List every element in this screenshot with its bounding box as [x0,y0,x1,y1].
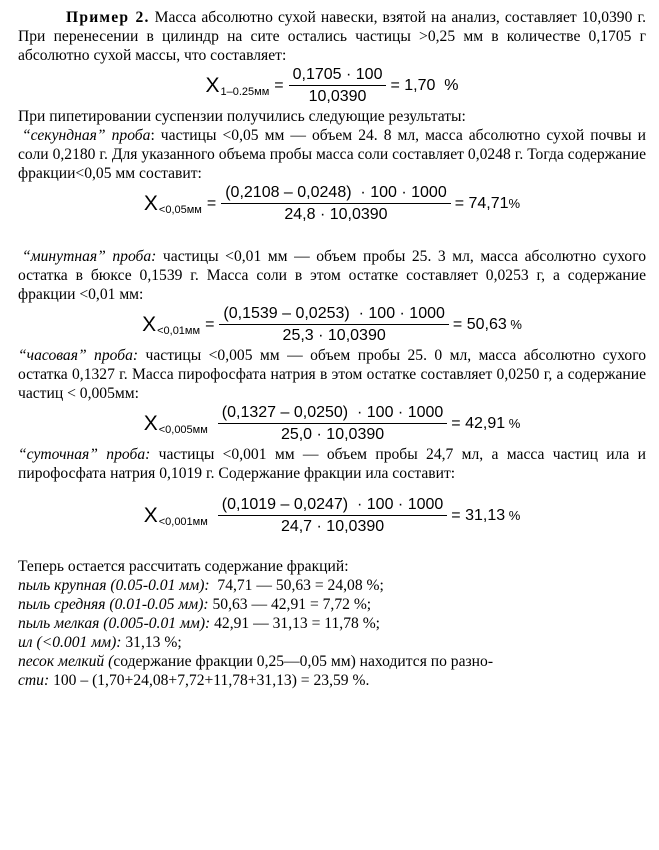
sample-name: “суточная” проба: [18,446,151,463]
fraction-description: содержание фракции 0,25—0,05 мм) находится по разно- [113,653,494,670]
result-unit: % [505,416,521,431]
denominator: 24,8 · 10,0390 [284,206,388,223]
denominator: 24,7 · 10,0390 [280,518,385,535]
formula-result [451,507,520,525]
numerator: (0,1019 – 0,0247) · 100 · 1000 [218,496,448,516]
hour-sample-text [18,346,646,403]
sample-name: “секундная” проба [22,127,151,144]
denominator: 25,3 · 10,0390 [282,327,386,344]
numerator: 0,1705 · 100 [289,66,387,86]
sample-description: частицы <0,01 мм — объем пробы 25. 3 мл, масса абсолютно сухого остатка в бюксе 0,1539 г. Масса соли в этом остатке составляет 0,0253 г, а содержание фракции <0,01 мм: [18,248,646,303]
formula-result [455,195,520,213]
fraction-line [18,614,646,633]
fraction-line [18,595,646,614]
sample-description: : частицы <0,05 мм — объем 24. 8 мл, масса абсолютно сухой почвы и соли 0,2180 г. Для указанного объема пробы масса соли составляет 0,0248 г. Тогда содержание фракции<0,05 мм составит: [18,127,646,182]
numerator: (0,2108 – 0,0248) · 100 · 1000 [221,184,451,204]
fraction-calc: 74,71 — 50,63 = 24,08 %; [209,577,384,594]
formula-subscript: <0,01мм [157,325,201,337]
day-sample-text [18,445,646,483]
result-value: = 74,71 [454,195,509,212]
fraction-calc: 50,63 — 42,91 = 7,72 %; [208,596,372,613]
fraction [289,66,387,106]
denominator: 25,0 · 10,0390 [280,426,385,443]
second-sample-text [18,126,646,183]
fraction-calc: 42,91 — 31,13 = 11,78 %; [210,615,381,632]
sample-description: частицы <0,005 мм — объем пробы 25. 0 мл, масса абсолютно сухого остатка 0,1327 г. Масса пирофосфата натрия в этом остатке составляет 0,0250 г, а содержание частиц < 0,005мм: [18,347,646,402]
formula-subscript: <0,001мм [158,516,208,528]
formula-0005 [18,404,646,444]
fraction-label: пыль крупная (0.05-0.01 мм): [18,577,210,594]
formula-005 [18,184,646,224]
formula-result [453,316,522,334]
spacer [18,225,646,247]
result-unit: % [508,196,521,211]
formula-subscript: <0,05мм [158,204,202,216]
numerator: (0,1327 – 0,0250) · 100 · 1000 [218,404,448,424]
fraction-calc: 31,13 %; [121,634,182,651]
result-unit: % [435,77,459,94]
spacer [18,537,646,557]
sample-description: частицы <0,001 мм — объем пробы 24,7 мл, а масса частиц ила и пирофосфата натрия 0,1019 г. Содержание фракции ила составит: [18,446,646,482]
pipetting-intro: При пипетировании суспензии получились следующие результаты: [18,108,466,125]
result-value: = 42,91 [451,415,506,432]
formula-var: X [142,313,157,336]
example-label: Пример 2. [66,9,150,26]
example-intro-text: Масса абсолютно сухой навески, взятой на анализ, составляет 10,0390 г. При перенесении в цилиндр на сите остались частицы >0,25 мм в количестве 0,1705 г абсолютно сухой массы, что составляет: [18,9,646,64]
formula-subscript: 1–0.25мм [220,86,270,98]
minute-sample-text [18,247,646,304]
fraction [218,496,448,536]
formula-equals: = [205,316,215,333]
fraction-label: пыль мелкая (0.005-0.01 мм): [18,615,211,632]
fraction [221,184,451,224]
fraction-calc: 100 – (1,70+24,08+7,72+11,78+31,13) = 23,59 %. [49,672,370,689]
formula-var: X [143,504,158,527]
formula-001 [18,305,646,345]
formula-equals: = [206,195,217,212]
fraction [218,404,448,444]
denominator: 10,0390 [308,88,367,105]
formula-result [451,415,520,433]
fraction-line [18,576,646,595]
result-unit: % [505,508,521,523]
sample-name: “часовая” проба: [18,347,139,364]
document-page [18,8,646,690]
fraction-label: пыль средняя (0.01-0.05 мм): [18,596,209,613]
fraction-label: ил (<0.001 мм): [18,634,122,651]
fraction-label-cont: сти: [18,672,50,689]
fraction-label: песок мелкий ( [18,653,114,670]
formula-0001 [18,496,646,536]
numerator: (0,1539 – 0,0253) · 100 · 1000 [219,305,449,325]
result-value: = 50,63 [452,316,507,333]
formula-var: X [143,412,158,435]
formula-var: X [143,192,158,215]
formula-equals: = [274,77,284,94]
fine-sand-line [18,652,646,690]
result-value: = 1,70 [390,77,436,94]
fraction [219,305,449,345]
result-unit: % [506,317,522,332]
formula-subscript: <0,005мм [158,424,208,436]
formula-var: X [205,74,220,97]
example-intro [18,8,646,65]
fraction-line [18,633,646,652]
formula-result [390,77,458,95]
formula-sand [18,66,646,106]
spacer [18,483,646,495]
result-value: = 31,13 [451,507,506,524]
sample-name: “минутная” проба: [22,248,157,265]
summary-intro: Теперь остается рассчитать содержание фракций: [18,558,349,575]
